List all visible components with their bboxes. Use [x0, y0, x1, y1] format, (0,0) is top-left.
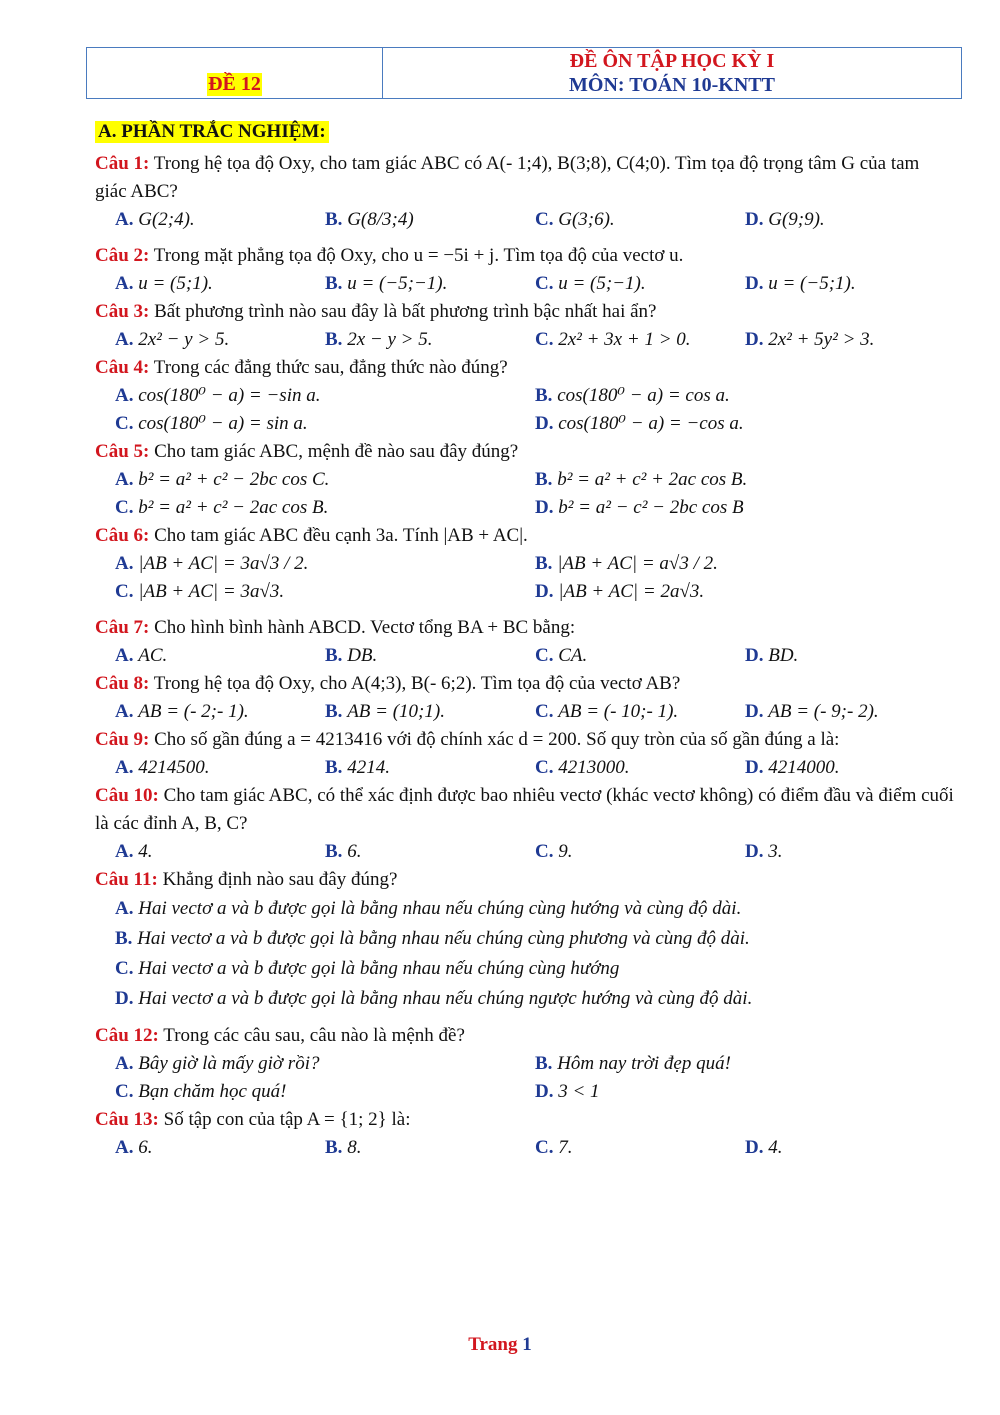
- exam-subject: MÔN: TOÁN 10-KNTT: [569, 74, 775, 96]
- answer-option-a[interactable]: [115, 550, 535, 578]
- question-6: [95, 522, 955, 614]
- answer-option-a[interactable]: [115, 1050, 535, 1078]
- option-label: A.: [115, 645, 134, 666]
- answer-option-b[interactable]: [325, 206, 535, 234]
- question-12: [95, 1022, 955, 1106]
- option-text: cos(180⁰ − a) = cos a.: [557, 385, 730, 406]
- question-11: [95, 866, 955, 1022]
- question-stem: [95, 866, 955, 894]
- option-label: A.: [115, 329, 134, 350]
- answer-options: [95, 894, 955, 1014]
- exam-code: ĐỀ 12: [208, 73, 261, 95]
- option-label: D.: [745, 1137, 764, 1158]
- question-1: [95, 150, 955, 242]
- option-label: A.: [115, 209, 134, 230]
- question-2: [95, 242, 955, 298]
- option-text: 9.: [558, 841, 573, 862]
- answer-option-a[interactable]: [115, 466, 535, 494]
- answer-options: [95, 550, 955, 606]
- question-number: Câu 5:: [95, 441, 150, 462]
- option-text: |AB + AC| = 2a√3.: [558, 581, 705, 602]
- answer-options: [95, 1050, 955, 1106]
- option-label: B.: [535, 553, 553, 574]
- option-label: B.: [325, 329, 343, 350]
- answer-option-c[interactable]: [535, 270, 745, 298]
- option-text: |AB + AC| = 3a√3.: [138, 581, 285, 602]
- answer-options: [95, 466, 955, 522]
- question-number: Câu 10:: [95, 785, 159, 806]
- question-13: [95, 1106, 955, 1162]
- option-text: cos(180⁰ − a) = −sin a.: [138, 385, 321, 406]
- option-text: Hai vectơ a và b được gọi là bằng nhau nếu chúng cùng hướng và cùng độ dài.: [138, 898, 742, 919]
- question-number: Câu 9:: [95, 729, 150, 750]
- answer-option-a[interactable]: [115, 838, 325, 866]
- question-list: [95, 150, 955, 1162]
- option-label: C.: [535, 701, 554, 722]
- option-label: C.: [115, 413, 134, 434]
- option-label: A.: [115, 1053, 134, 1074]
- option-label: B.: [325, 757, 343, 778]
- answer-option-c[interactable]: [535, 838, 745, 866]
- question-stem: [95, 1022, 955, 1050]
- question-number: Câu 8:: [95, 673, 150, 694]
- option-text: CA.: [558, 645, 588, 666]
- header-table: [86, 47, 962, 99]
- question-3: [95, 298, 955, 354]
- question-number: Câu 2:: [95, 245, 150, 266]
- answer-option-d[interactable]: [745, 642, 955, 670]
- question-stem: [95, 670, 955, 698]
- option-label: D.: [745, 645, 764, 666]
- option-label: B.: [535, 469, 553, 490]
- option-label: A.: [115, 469, 134, 490]
- answer-option-d[interactable]: [745, 1134, 955, 1162]
- option-text: u = (5;−1).: [558, 273, 646, 294]
- option-label: C.: [535, 209, 554, 230]
- option-text: b² = a² − c² − 2bc cos B: [558, 497, 744, 518]
- option-label: A.: [115, 898, 134, 919]
- answer-option-d[interactable]: [535, 1078, 955, 1106]
- option-text: G(3;6).: [558, 209, 615, 230]
- option-label: A.: [115, 701, 134, 722]
- option-label: B.: [325, 645, 343, 666]
- option-text: 2x² + 5y² > 3.: [768, 329, 875, 350]
- answer-option-d[interactable]: [535, 410, 955, 438]
- option-text: Hai vectơ a và b được gọi là bằng nhau nếu chúng ngược hướng và cùng độ dài.: [138, 988, 753, 1009]
- answer-option-a[interactable]: [115, 754, 325, 782]
- option-text: b² = a² + c² + 2ac cos B.: [557, 469, 748, 490]
- question-text: Trong hệ tọa độ Oxy, cho tam giác ABC có A(- 1;4), B(3;8), C(4;0). Tìm tọa độ trọng tâm G của tam giác ABC?: [95, 153, 920, 202]
- question-text: Cho tam giác ABC, có thể xác định được bao nhiêu vectơ (khác vectơ không) có điểm đầu và điểm cuối là các đỉnh A, B, C?: [95, 785, 954, 834]
- answer-option-a[interactable]: [115, 698, 325, 726]
- option-text: 6.: [138, 1137, 153, 1158]
- option-text: 4214500.: [138, 757, 210, 778]
- option-text: G(8/3;4): [347, 209, 414, 230]
- option-label: B.: [325, 701, 343, 722]
- answer-option-b[interactable]: [325, 698, 535, 726]
- answer-option-b[interactable]: [325, 1134, 535, 1162]
- answer-option-a[interactable]: [115, 206, 325, 234]
- answer-option-b[interactable]: [535, 550, 955, 578]
- answer-option-d[interactable]: [535, 494, 955, 522]
- exam-title: ĐỀ ÔN TẬP HỌC KỲ I: [569, 50, 775, 72]
- question-text: Bất phương trình nào sau đây là bất phương trình bậc nhất hai ẩn?: [154, 301, 657, 322]
- option-text: cos(180⁰ − a) = sin a.: [138, 413, 308, 434]
- option-label: C.: [535, 273, 554, 294]
- option-text: G(9;9).: [768, 209, 825, 230]
- answer-option-c[interactable]: [115, 1078, 535, 1106]
- question-number: Câu 3:: [95, 301, 150, 322]
- answer-option-b[interactable]: [325, 642, 535, 670]
- question-number: Câu 4:: [95, 357, 150, 378]
- answer-option-a[interactable]: [115, 894, 955, 924]
- answer-option-a[interactable]: [115, 270, 325, 298]
- option-text: AB = (- 9;- 2).: [768, 701, 879, 722]
- question-text: Trong các câu sau, câu nào là mệnh đề?: [163, 1025, 465, 1046]
- question-stem: [95, 522, 955, 550]
- option-label: C.: [535, 329, 554, 350]
- question-stem: [95, 354, 955, 382]
- answer-option-a[interactable]: [115, 642, 325, 670]
- option-label: D.: [115, 988, 134, 1009]
- answer-options: [95, 698, 955, 726]
- option-label: D.: [535, 1081, 554, 1102]
- question-text: Cho số gần đúng a = 4213416 với độ chính xác d = 200. Số quy tròn của số gần đúng a là:: [154, 729, 840, 750]
- footer-word: Trang: [468, 1334, 518, 1355]
- option-label: D.: [535, 413, 554, 434]
- option-label: C.: [535, 1137, 554, 1158]
- question-stem: [95, 242, 955, 270]
- option-text: AB = (- 10;- 1).: [558, 701, 679, 722]
- question-text: Trong mặt phẳng tọa độ Oxy, cho u = −5i + j. Tìm tọa độ của vectơ u.: [153, 245, 684, 266]
- answer-option-d[interactable]: [745, 838, 955, 866]
- answer-option-b[interactable]: [535, 1050, 955, 1078]
- question-number: Câu 7:: [95, 617, 150, 638]
- option-text: AB = (10;1).: [347, 701, 445, 722]
- answer-options: [95, 270, 955, 298]
- answer-options: [95, 754, 955, 782]
- option-text: Hai vectơ a và b được gọi là bằng nhau nếu chúng cùng phương và cùng độ dài.: [137, 928, 750, 949]
- answer-option-d[interactable]: [535, 578, 955, 606]
- option-text: 4.: [768, 1137, 783, 1158]
- answer-option-b[interactable]: [535, 382, 955, 410]
- option-label: A.: [115, 757, 134, 778]
- answer-options: [95, 206, 955, 234]
- question-5: [95, 438, 955, 522]
- option-text: Hôm nay trời đẹp quá!: [557, 1053, 731, 1074]
- option-label: A.: [115, 385, 134, 406]
- option-text: 6.: [347, 841, 362, 862]
- question-text: Trong các đẳng thức sau, đẳng thức nào đúng?: [153, 357, 508, 378]
- question-number: Câu 1:: [95, 153, 150, 174]
- answer-option-d[interactable]: [745, 326, 955, 354]
- question-text: Số tập con của tập A = {1; 2} là:: [163, 1109, 411, 1130]
- answer-option-b[interactable]: [325, 270, 535, 298]
- option-label: D.: [745, 329, 764, 350]
- option-text: b² = a² + c² − 2bc cos C.: [138, 469, 330, 490]
- question-text: Cho tam giác ABC đều cạnh 3a. Tính |AB + AC|.: [154, 525, 528, 546]
- option-text: 4214000.: [768, 757, 840, 778]
- question-stem: [95, 726, 955, 754]
- answer-option-b[interactable]: [115, 924, 955, 954]
- question-8: [95, 670, 955, 726]
- option-text: cos(180⁰ − a) = −cos a.: [558, 413, 744, 434]
- option-label: D.: [745, 757, 764, 778]
- option-label: B.: [325, 841, 343, 862]
- question-stem: [95, 782, 955, 838]
- footer-page-number: 1: [522, 1334, 532, 1355]
- option-text: 3 < 1: [558, 1081, 600, 1102]
- option-label: B.: [535, 1053, 553, 1074]
- answer-option-a[interactable]: [115, 382, 535, 410]
- option-label: B.: [535, 385, 553, 406]
- option-text: AB = (- 2;- 1).: [138, 701, 249, 722]
- question-number: Câu 13:: [95, 1109, 159, 1130]
- answer-option-a[interactable]: [115, 326, 325, 354]
- option-label: B.: [115, 928, 133, 949]
- option-label: B.: [325, 273, 343, 294]
- answer-option-d[interactable]: [745, 698, 955, 726]
- answer-option-c[interactable]: [535, 206, 745, 234]
- answer-options: [95, 1134, 955, 1162]
- question-stem: [95, 438, 955, 466]
- option-text: 4.: [138, 841, 153, 862]
- option-label: C.: [535, 645, 554, 666]
- option-label: D.: [745, 273, 764, 294]
- option-label: A.: [115, 1137, 134, 1158]
- question-text: Cho tam giác ABC, mệnh đề nào sau đây đúng?: [154, 441, 519, 462]
- answer-option-c[interactable]: [115, 410, 535, 438]
- page-footer: [0, 1334, 1000, 1356]
- answer-options: [95, 382, 955, 438]
- option-label: B.: [325, 1137, 343, 1158]
- option-label: C.: [115, 958, 134, 979]
- option-label: C.: [115, 1081, 134, 1102]
- option-label: A.: [115, 273, 134, 294]
- answer-options: [95, 642, 955, 670]
- option-label: A.: [115, 553, 134, 574]
- option-text: 7.: [558, 1137, 573, 1158]
- question-number: Câu 11:: [95, 869, 158, 890]
- option-label: B.: [325, 209, 343, 230]
- option-text: BD.: [768, 645, 799, 666]
- answer-option-d[interactable]: [115, 984, 955, 1014]
- question-stem: [95, 150, 955, 206]
- option-text: Hai vectơ a và b được gọi là bằng nhau nếu chúng cùng hướng: [138, 958, 620, 979]
- option-text: 2x − y > 5.: [347, 329, 433, 350]
- option-text: 2x² + 3x + 1 > 0.: [558, 329, 691, 350]
- option-label: D.: [745, 701, 764, 722]
- option-text: |AB + AC| = a√3 / 2.: [557, 553, 718, 574]
- question-7: [95, 614, 955, 670]
- option-label: D.: [535, 581, 554, 602]
- exam-title-cell: [383, 48, 961, 98]
- question-text: Cho hình bình hành ABCD. Vectơ tổng BA + BC bằng:: [154, 617, 576, 638]
- answer-option-b[interactable]: [325, 754, 535, 782]
- question-text: Khẳng định nào sau đây đúng?: [162, 869, 398, 890]
- question-4: [95, 354, 955, 438]
- question-stem: [95, 1106, 955, 1134]
- section-title: A. PHẦN TRẮC NGHIỆM:: [95, 121, 329, 143]
- option-label: C.: [115, 497, 134, 518]
- option-text: u = (−5;−1).: [347, 273, 448, 294]
- option-text: |AB + AC| = 3a√3 / 2.: [138, 553, 309, 574]
- question-stem: [95, 298, 955, 326]
- option-text: Bây giờ là mấy giờ rồi?: [138, 1053, 320, 1074]
- question-9: [95, 726, 955, 782]
- answer-option-c[interactable]: [115, 578, 535, 606]
- answer-option-a[interactable]: [115, 1134, 325, 1162]
- option-label: C.: [115, 581, 134, 602]
- question-10: [95, 782, 955, 866]
- option-text: Bạn chăm học quá!: [138, 1081, 287, 1102]
- option-text: 2x² − y > 5.: [138, 329, 230, 350]
- option-text: u = (5;1).: [138, 273, 213, 294]
- option-label: C.: [535, 841, 554, 862]
- question-text: Trong hệ tọa độ Oxy, cho A(4;3), B(- 6;2). Tìm tọa độ của vectơ AB?: [153, 673, 681, 694]
- answer-option-c[interactable]: [535, 754, 745, 782]
- answer-option-c[interactable]: [535, 326, 745, 354]
- option-text: 4213000.: [558, 757, 630, 778]
- option-label: D.: [535, 497, 554, 518]
- answer-option-b[interactable]: [325, 326, 535, 354]
- answer-options: [95, 838, 955, 866]
- answer-options: [95, 326, 955, 354]
- option-text: 3.: [768, 841, 783, 862]
- answer-option-b[interactable]: [325, 838, 535, 866]
- question-number: Câu 6:: [95, 525, 150, 546]
- option-text: u = (−5;1).: [768, 273, 856, 294]
- option-text: b² = a² + c² − 2ac cos B.: [138, 497, 329, 518]
- question-stem: [95, 614, 955, 642]
- option-label: A.: [115, 841, 134, 862]
- answer-option-c[interactable]: [115, 954, 955, 984]
- answer-option-b[interactable]: [535, 466, 955, 494]
- answer-option-d[interactable]: [745, 754, 955, 782]
- option-label: C.: [535, 757, 554, 778]
- answer-option-d[interactable]: [745, 270, 955, 298]
- question-number: Câu 12:: [95, 1025, 159, 1046]
- answer-option-c[interactable]: [535, 642, 745, 670]
- option-text: 4214.: [347, 757, 390, 778]
- answer-option-c[interactable]: [115, 494, 535, 522]
- option-label: D.: [745, 841, 764, 862]
- exam-code-cell: [87, 48, 383, 98]
- option-text: 8.: [347, 1137, 362, 1158]
- option-text: G(2;4).: [138, 209, 195, 230]
- answer-option-c[interactable]: [535, 698, 745, 726]
- answer-option-c[interactable]: [535, 1134, 745, 1162]
- answer-option-d[interactable]: [745, 206, 955, 234]
- option-text: AC.: [138, 645, 168, 666]
- option-text: DB.: [347, 645, 378, 666]
- option-label: D.: [745, 209, 764, 230]
